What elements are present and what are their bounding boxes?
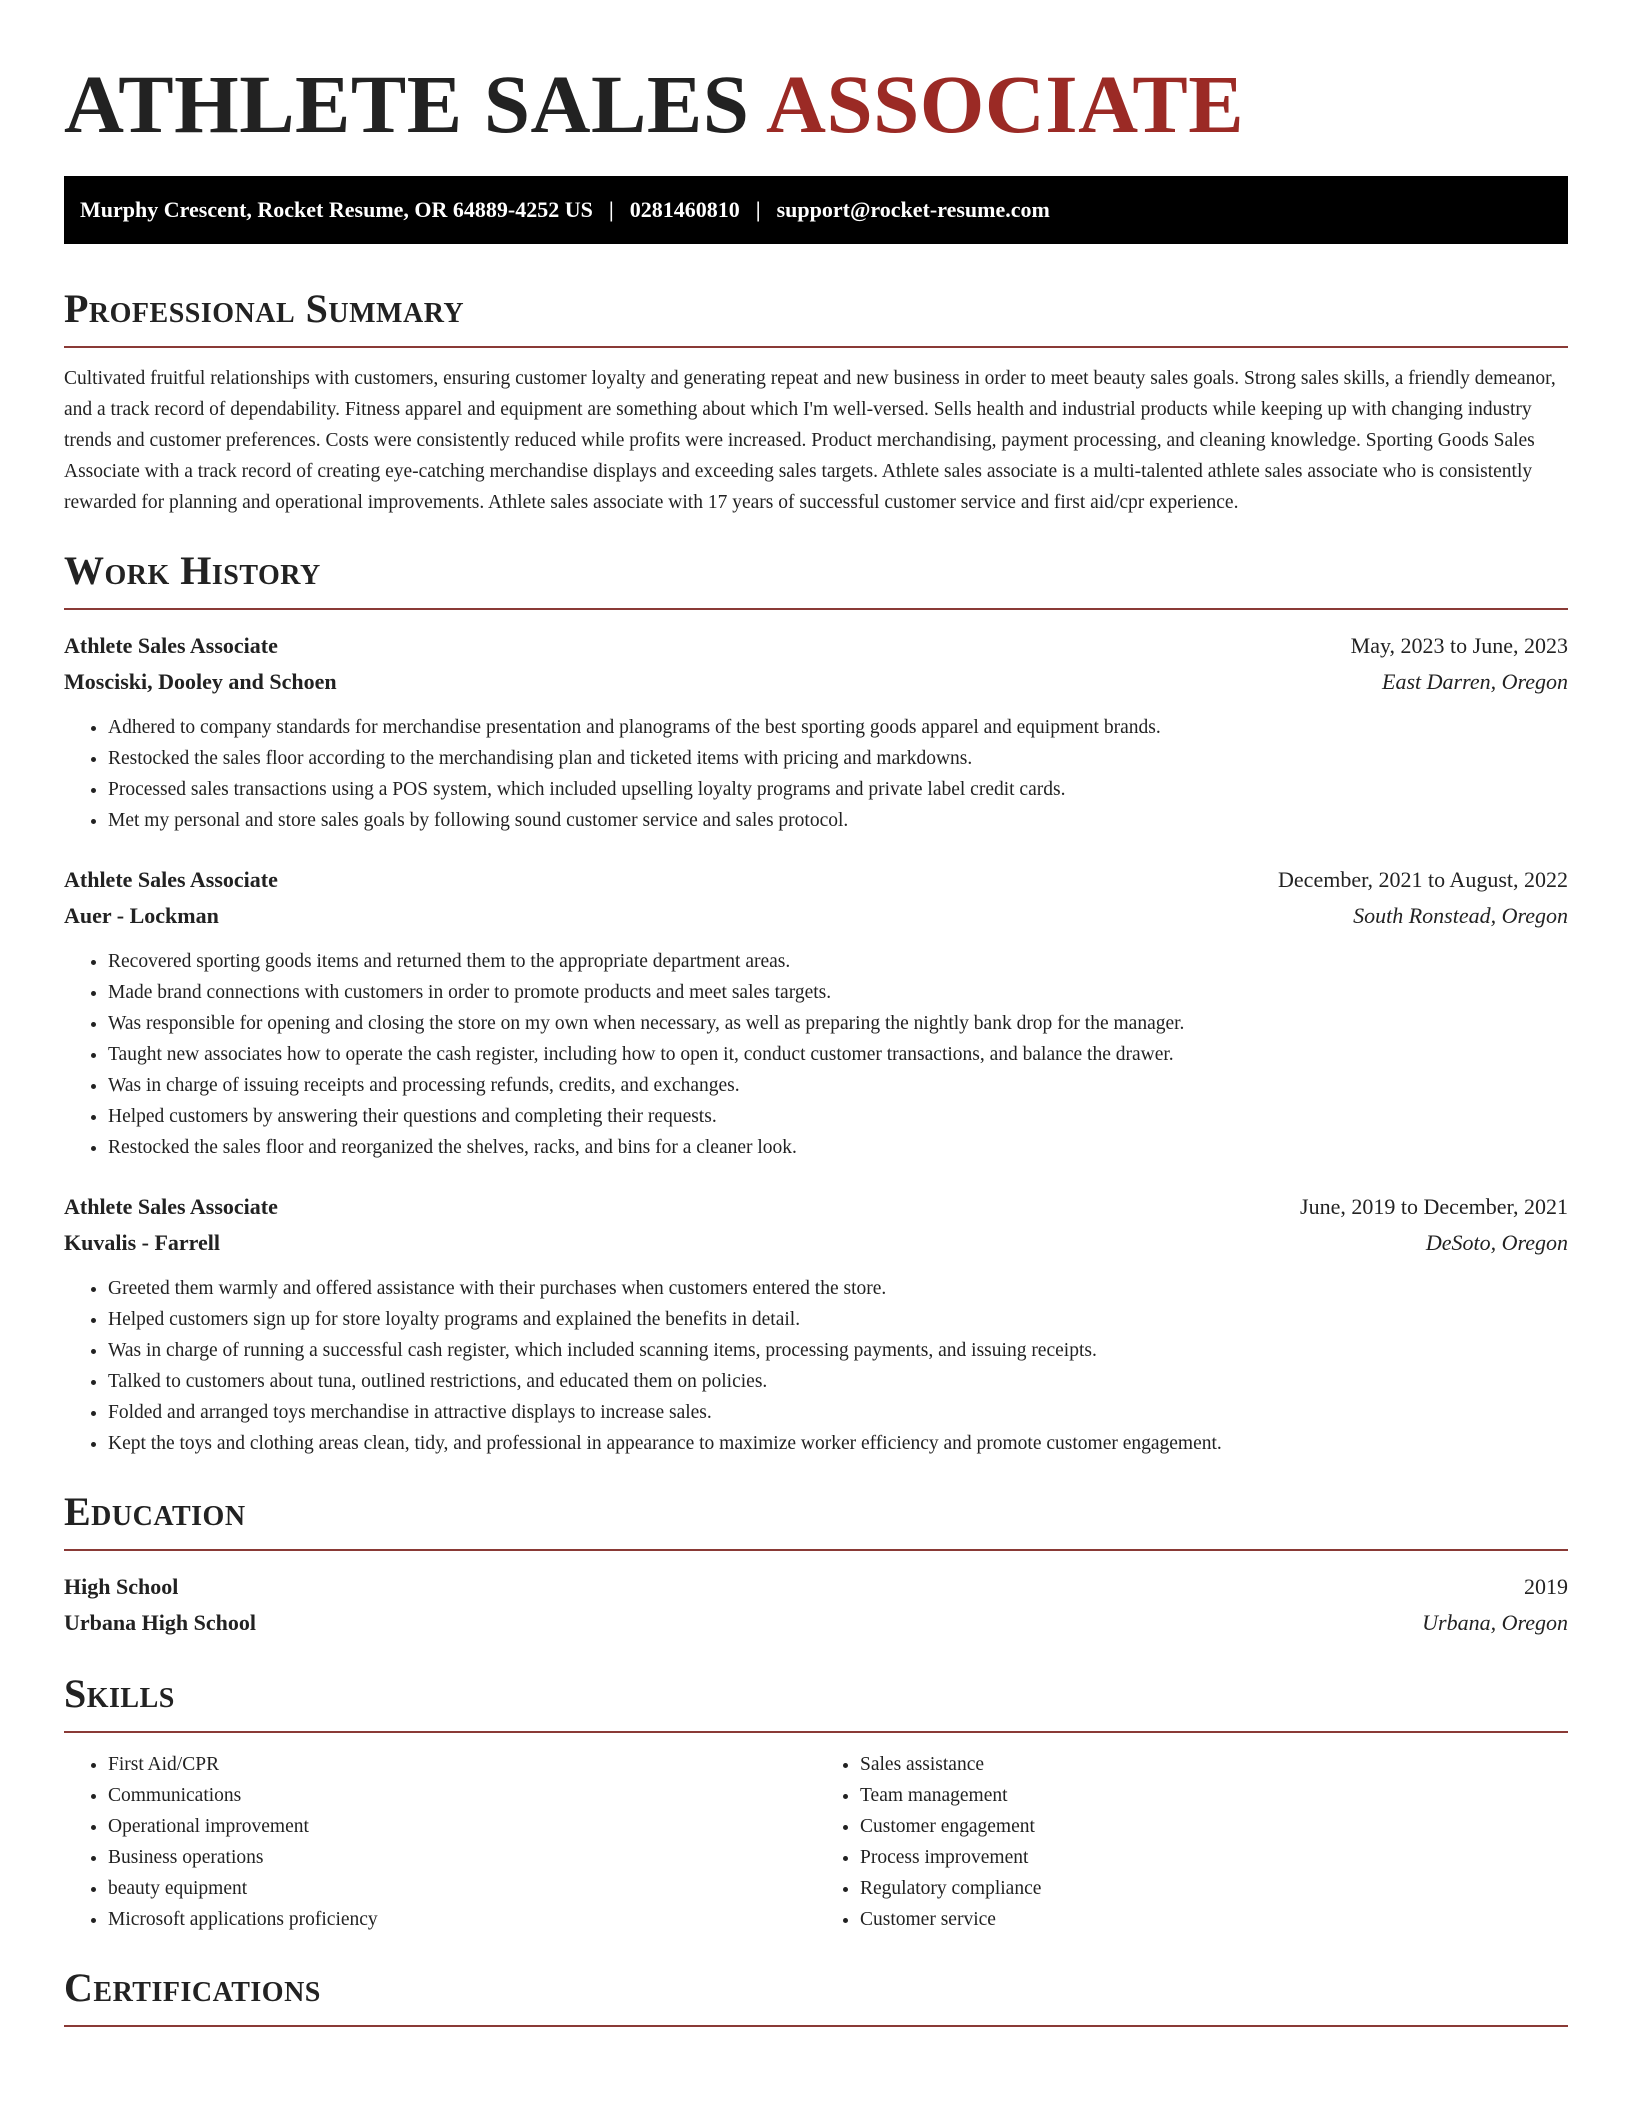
job-bullet: • Helped customers sign up for store loyalty programs and explained the benefits in detail. [108, 1304, 1568, 1335]
summary-text: Cultivated fruitful relationships with customers, ensuring customer loyalty and generating repeat and new business in order to meet beauty sales goals. Strong sales skills, a friendly demeanor, and a track record of dependability. Fitness apparel and equipment are something about which I'm well-versed. Sells health and industrial products while keeping up with changing industry trends and customer preferences. Costs were consistently reduced while profits were increased. Product merchandising, payment processing, and cleaning knowledge. Sporting Goods Sales Associate with a track record of creating eye-catching merchandise displays and exceeding sales targets. Athlete sales associate is a multi-talented athlete sales associate who is consistently rewarded for planning and operational improvements. Athlete sales associate with 17 years of successful customer service and first aid/cpr experience. [64, 368, 1556, 513]
section-heading-education: Education [64, 1487, 1568, 1551]
skill-item: • Customer service [860, 1904, 1568, 1935]
job-bullet: • Was in charge of running a successful cash register, which included scanning items, processing payments, and issuing receipts. [108, 1335, 1568, 1366]
resume-content [64, 56, 1568, 2027]
job-bullets [64, 946, 1568, 1163]
work-history-section [64, 546, 1568, 1459]
skill-item: • Communications [108, 1780, 816, 1811]
job-company: Auer - Lockman [64, 903, 219, 928]
job-bullet: • Taught new associates how to operate the cash register, including how to open it, conduct customer transactions, and balance the drawer. [108, 1039, 1568, 1070]
skill-item: • Regulatory compliance [860, 1873, 1568, 1904]
contact-bar [64, 176, 1568, 244]
contact-phone: 0281460810 [629, 197, 740, 222]
job-bullet: • Recovered sporting goods items and returned them to the appropriate department areas. [108, 946, 1568, 977]
skill-item: • Microsoft applications proficiency [108, 1904, 816, 1935]
section-heading-work: Work History [64, 546, 1568, 610]
skill-item: • Team management [860, 1780, 1568, 1811]
resume-title [64, 56, 1568, 152]
section-heading-summary: Professional Summary [64, 284, 1568, 348]
skill-item: • Operational improvement [108, 1811, 816, 1842]
skill-item: • Process improvement [860, 1842, 1568, 1873]
job-bullet: • Greeted them warmly and offered assistance with their purchases when customers entered the store. [108, 1273, 1568, 1304]
job-location: East Darren, Oregon [1382, 669, 1568, 694]
job-entry [64, 862, 1568, 1163]
education-location: Urbana, Oregon [1422, 1610, 1568, 1635]
section-heading-skills: Skills [64, 1669, 1568, 1733]
job-bullet: • Adhered to company standards for merchandise presentation and planograms of the best sporting goods apparel and equipment brands. [108, 712, 1568, 743]
job-title: Athlete Sales Associate [64, 633, 278, 658]
skill-item: • Sales assistance [860, 1749, 1568, 1780]
job-bullet: • Was in charge of issuing receipts and processing refunds, credits, and exchanges. [108, 1070, 1568, 1101]
job-bullet: • Helped customers by answering their questions and completing their requests. [108, 1101, 1568, 1132]
job-title: Athlete Sales Associate [64, 867, 278, 892]
job-company: Kuvalis - Farrell [64, 1230, 221, 1255]
skills-column-right [816, 1749, 1568, 1935]
skill-item: • Business operations [108, 1842, 816, 1873]
title-accent: ASSOCIATE [766, 58, 1245, 150]
job-bullet: • Was responsible for opening and closing the store on my own when necessary, as well as preparing the nightly bank drop for the manager. [108, 1008, 1568, 1039]
skills-grid [64, 1749, 1568, 1935]
skill-item: • beauty equipment [108, 1873, 816, 1904]
education-section [64, 1487, 1568, 1641]
job-company: Mosciski, Dooley and Schoen [64, 669, 337, 694]
skill-item: • Customer engagement [860, 1811, 1568, 1842]
job-dates: December, 2021 to August, 2022 [1278, 867, 1568, 892]
job-bullets [64, 1273, 1568, 1459]
section-heading-certifications: Certifications [64, 1963, 1568, 2027]
job-bullet: • Restocked the sales floor and reorganized the shelves, racks, and bins for a cleaner look. [108, 1132, 1568, 1163]
education-year: 2019 [1524, 1574, 1568, 1599]
skill-item: • First Aid/CPR [108, 1749, 816, 1780]
contact-separator: | [755, 197, 761, 222]
job-bullet: • Processed sales transactions using a POS system, which included upselling loyalty programs and private label credit cards. [108, 774, 1568, 805]
job-bullet: • Restocked the sales floor according to the merchandising plan and ticketed items with pricing and markdowns. [108, 743, 1568, 774]
skills-column-left [64, 1749, 816, 1935]
contact-address: Murphy Crescent, Rocket Resume, OR 64889-4252 US [80, 197, 593, 222]
title-first: ATHLETE SALES [64, 58, 750, 150]
job-location: DeSoto, Oregon [1425, 1230, 1568, 1255]
job-bullet: • Met my personal and store sales goals by following sound customer service and sales protocol. [108, 805, 1568, 836]
job-entry [64, 1189, 1568, 1459]
professional-summary-section [64, 284, 1568, 518]
certifications-section [64, 1963, 1568, 2027]
job-dates: May, 2023 to June, 2023 [1350, 633, 1568, 658]
education-school: Urbana High School [64, 1610, 256, 1635]
job-title: Athlete Sales Associate [64, 1194, 278, 1219]
job-bullets [64, 712, 1568, 836]
job-bullet: • Kept the toys and clothing areas clean, tidy, and professional in appearance to maximize worker efficiency and promote customer engagement. [108, 1428, 1568, 1459]
job-entry [64, 628, 1568, 836]
skills-section [64, 1669, 1568, 1935]
job-bullet: • Folded and arranged toys merchandise in attractive displays to increase sales. [108, 1397, 1568, 1428]
contact-separator: | [608, 197, 614, 222]
job-location: South Ronstead, Oregon [1353, 903, 1568, 928]
job-bullet: • Made brand connections with customers in order to promote products and meet sales targets. [108, 977, 1568, 1008]
job-dates: June, 2019 to December, 2021 [1300, 1194, 1568, 1219]
education-entry [64, 1569, 1568, 1641]
job-bullet: • Talked to customers about tuna, outlined restrictions, and educated them on policies. [108, 1366, 1568, 1397]
contact-email: support@rocket-resume.com [776, 197, 1050, 222]
education-degree: High School [64, 1574, 179, 1599]
